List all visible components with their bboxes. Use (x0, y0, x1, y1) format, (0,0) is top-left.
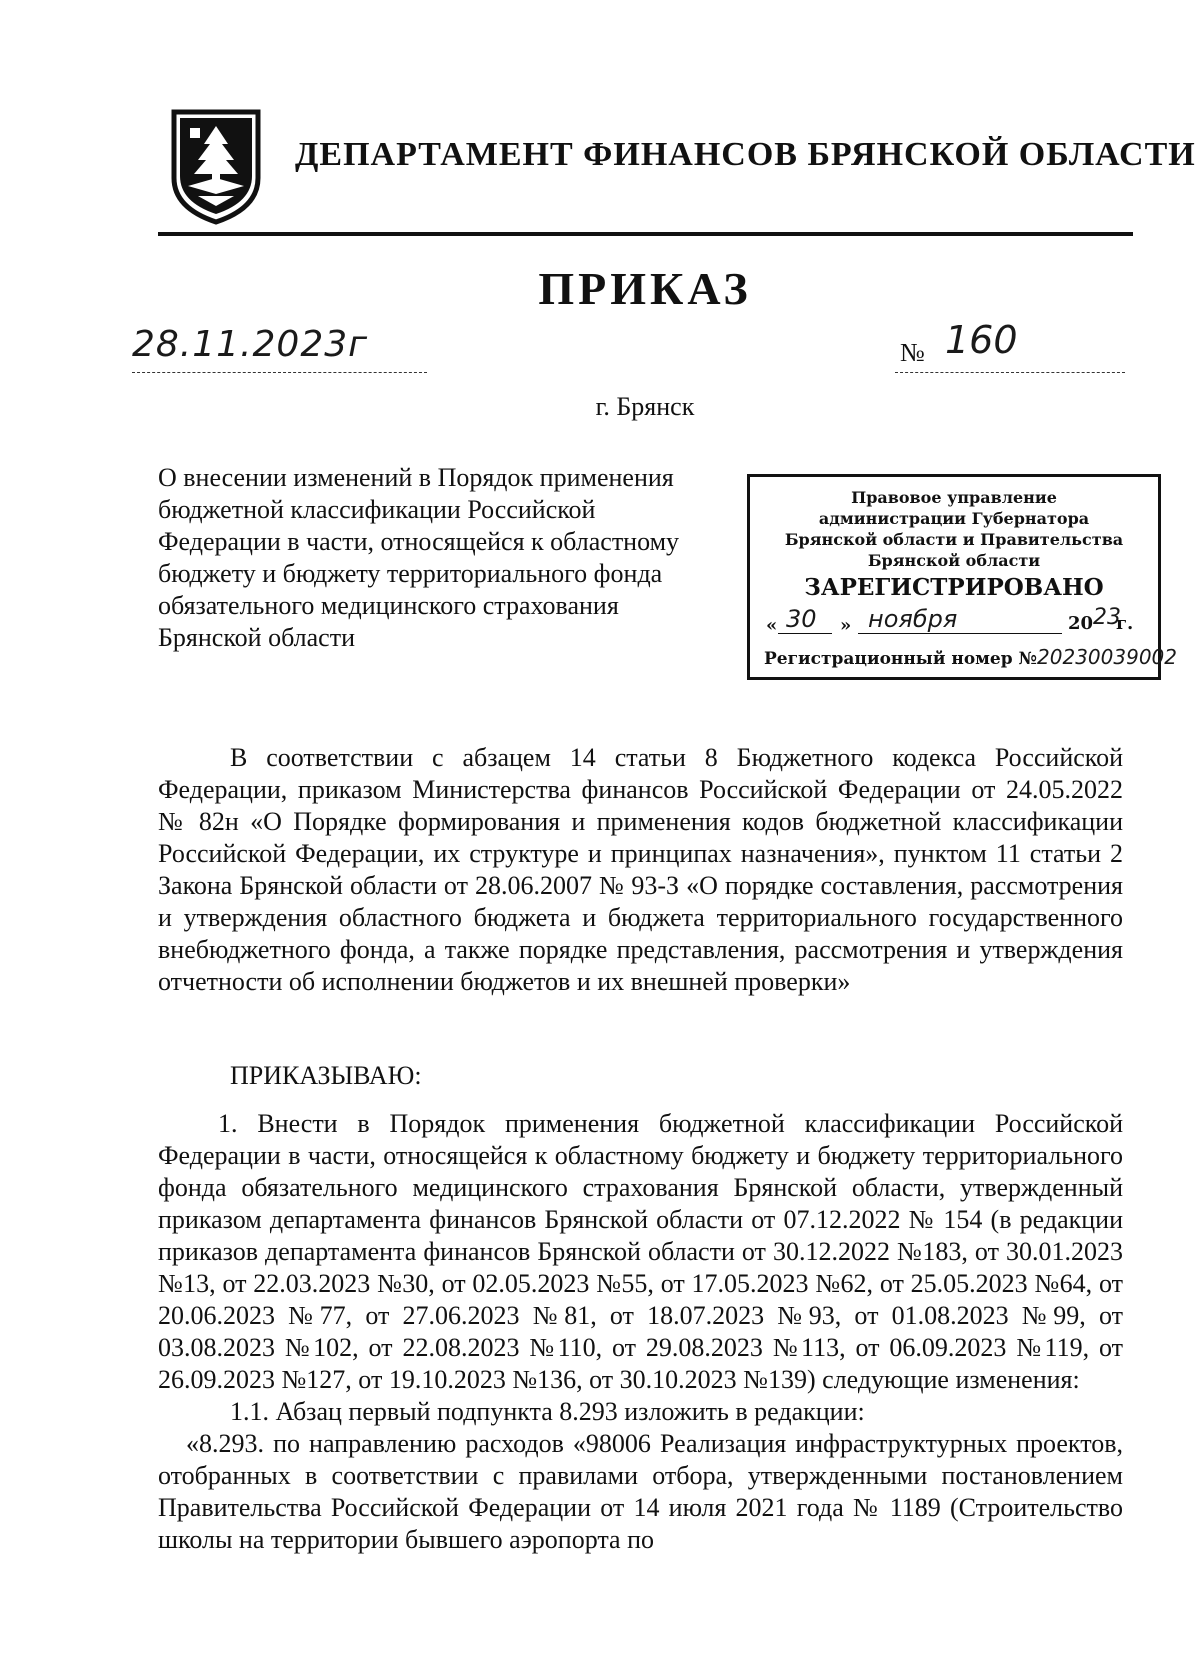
stamp-year-suffix: г. (1116, 613, 1134, 634)
department-name: ДЕПАРТАМЕНТ ФИНАНСОВ БРЯНСКОЙ ОБЛАСТИ (295, 136, 1196, 173)
number-underline (895, 372, 1125, 373)
stamp-year-prefix: 20 (1068, 613, 1094, 634)
city: г. Брянск (595, 392, 695, 421)
order-directive: ПРИКАЗЫВАЮ: (230, 1061, 422, 1090)
number-label: № (900, 338, 925, 367)
stamp-quote-open: « (766, 615, 778, 636)
stamp-month-underline (858, 633, 1062, 634)
clause-1-paragraph: 1. Внести в Порядок применения бюджетной классификации Российской Федерации в части, относящейся к областному бюджету и бюджету территориального фонда обязательного медицинского страхования Брянской области, утвержденный приказом департамента финансов Брянской области от 07.12.2022 № 154 (в редакции приказов департамента финансов Брянской области от 30.12.2022 №183, от 30.01.2023 №13, от 22.03.2023 №30, от 02.05.2023 №55, от 17.05.2023 №62, от 25.05.2023 №64, от 20.06.2023 №77, от 27.06.2023 №81, от 18.07.2023 №93, от 01.08.2023 №99, от 03.08.2023 №102, от 22.08.2023 №110, от 29.08.2023 №113, от 06.09.2023 №119, от 26.09.2023 №127, от 19.10.2023 №136, от 30.10.2023 №139) следующие изменения: (158, 1109, 1123, 1394)
handwritten-order-number: 160 (945, 318, 1018, 362)
date-underline (132, 372, 427, 373)
stamp-registration (764, 645, 1177, 669)
stamp-line-2: администрации Губернатора (818, 509, 1090, 528)
stamp-status: ЗАРЕГИСТРИРОВАНО (804, 574, 1104, 601)
stamp-reg-number-handwritten: 20230039002 (1037, 645, 1178, 669)
registration-stamp (747, 474, 1178, 680)
stamp-day-handwritten: 30 (786, 605, 817, 633)
order-subject: О внесении изменений в Порядок применения бюджетной классификации Российской Федерации в части, относящейся к областному бюджету и бюджету территориального фонда обязательного медицинского страхования Брянской области (158, 463, 680, 652)
stamp-reg-label: Регистрационный номер № (764, 649, 1038, 669)
header-divider (158, 232, 1133, 236)
document-title: ПРИКАЗ (538, 263, 752, 314)
handwritten-date: 28.11.2023г (132, 324, 369, 365)
stamp-quote-close: » (840, 615, 852, 636)
preamble-paragraph: В соответствии с абзацем 14 статьи 8 Бюджетного кодекса Российской Федерации, приказом Министерства финансов Российской Федерации от 24.05.2022 № 82н «О Порядке формирования и применения кодов бюджетной классификации Российской Федерации, их структуре и принципах назначения», пунктом 11 статьи 2 Закона Брянской области от 28.06.2007 № 93-З «О порядке составления, рассмотрения и утверждения областного бюджета и бюджета территориального государственного внебюджетного фонда, а также порядке представления, рассмотрения и утверждения отчетности об исполнении бюджетов и их внешней проверки» (158, 743, 1123, 996)
stamp-line-1: Правовое управление (851, 488, 1057, 507)
stamp-month-handwritten: ноября (868, 605, 958, 633)
coat-of-arms-icon (168, 108, 264, 226)
stamp-day-underline (778, 633, 832, 634)
clause-8-293-paragraph: «8.293. по направлению расходов «98006 Реализация инфраструктурных проектов, отобранных в соответствии с правилами отбора, утвержденными постановлением Правительства Российской Федерации от 14 июля 2021 года № 1189 (Строительство школы на территории бывшего аэропорта по (158, 1429, 1123, 1554)
stamp-line-4: Брянской области (867, 551, 1041, 570)
clause-1-1-paragraph: 1.1. Абзац первый подпункта 8.293 изложить в редакции: (230, 1397, 865, 1426)
stamp-date (764, 607, 1154, 637)
stamp-line-3: Брянской области и Правительства (784, 530, 1124, 549)
stamp-year-handwritten: 23 (1093, 605, 1121, 630)
